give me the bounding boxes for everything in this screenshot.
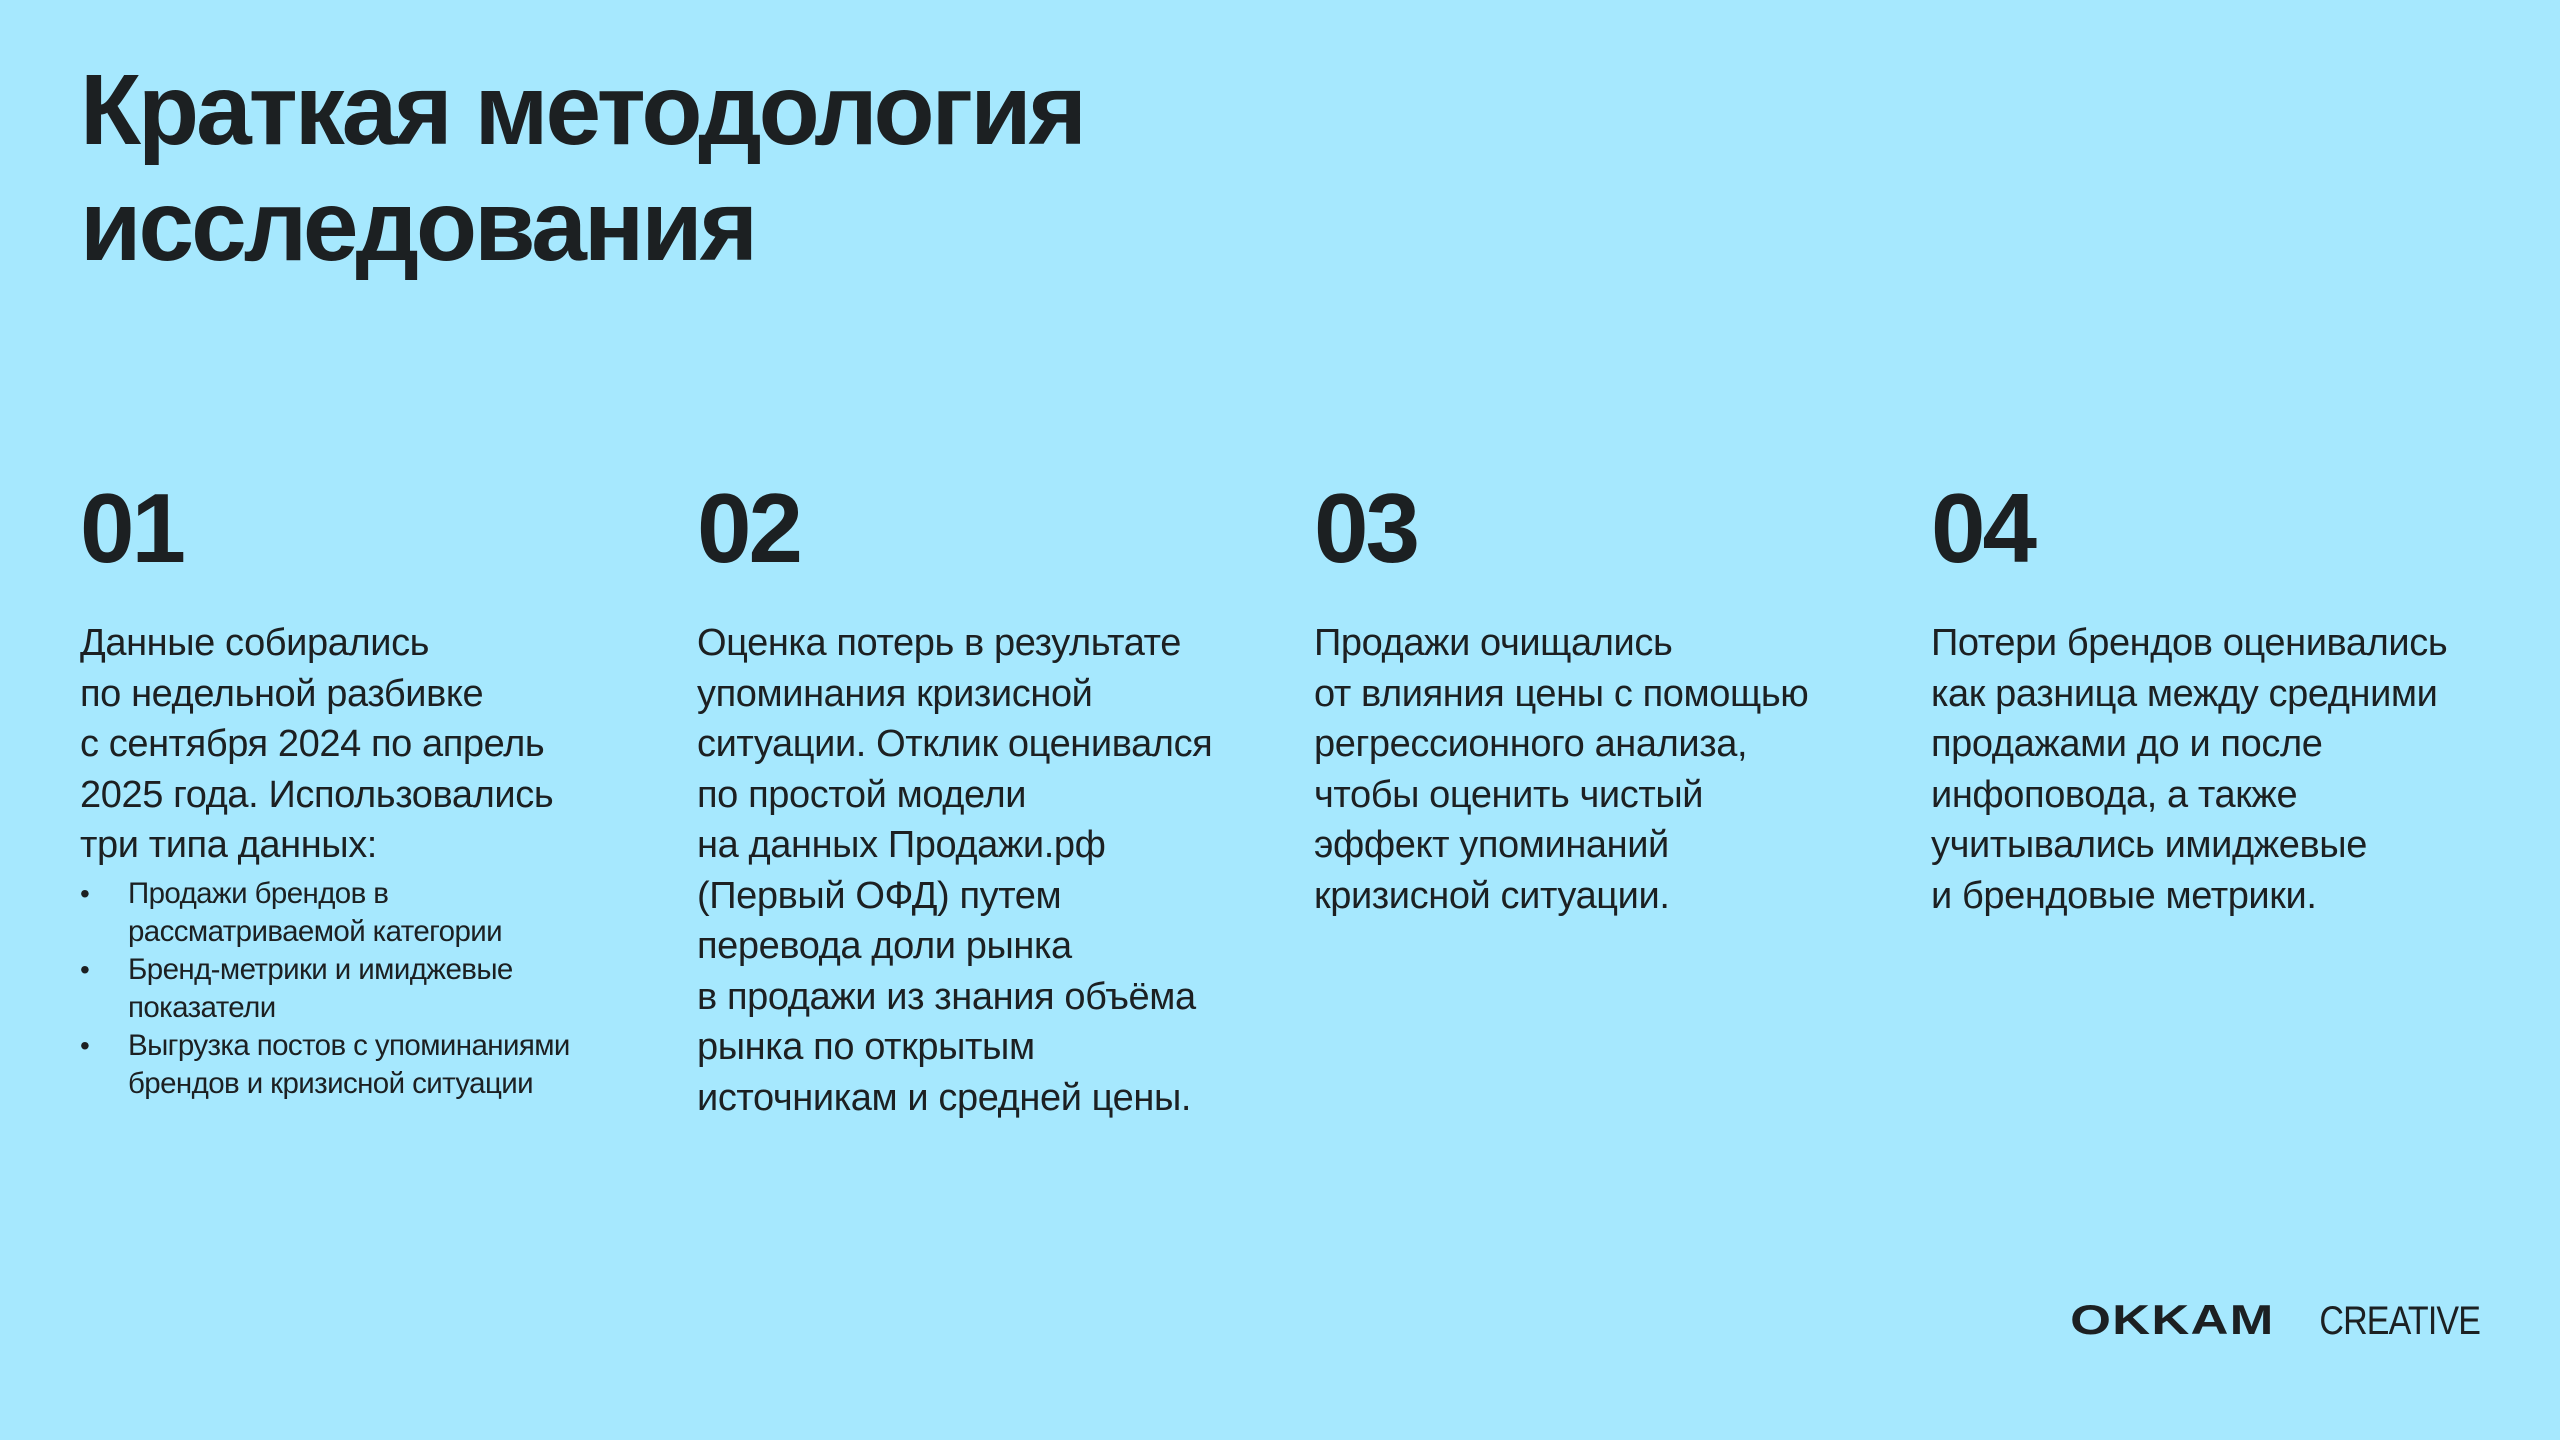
step-text-line: Данные собирались <box>80 622 430 664</box>
step-text-line: три типа данных: <box>80 824 377 866</box>
page-title <box>80 52 1084 284</box>
bullet-icon: • <box>80 953 90 985</box>
step-description <box>1931 618 2511 921</box>
list-item <box>80 1027 660 1103</box>
step-text-line: с сентября 2024 по апрель <box>80 723 545 765</box>
step-description <box>1314 618 1894 921</box>
step-text-line: упоминания кризисной <box>697 672 1093 715</box>
list-item <box>80 951 660 1027</box>
method-step-02 <box>697 473 1277 1119</box>
step-text-line: 2025 года. Использовались <box>80 773 554 816</box>
list-item-line: рассматриваемой категории <box>128 914 503 948</box>
method-step-01 <box>80 473 660 1100</box>
page-title-line: исследования <box>80 170 756 282</box>
step-text-line: по недельной разбивке <box>80 672 484 715</box>
list-item <box>80 875 660 951</box>
step-text-line: рынка по открытым <box>697 1026 1035 1068</box>
step-number: 01 <box>80 473 184 583</box>
list-item-line: Бренд-метрики и имиджевые <box>128 952 513 986</box>
list-item-line: Продажи брендов в <box>128 876 389 910</box>
list-item-line: Выгрузка постов с упоминаниями <box>128 1028 570 1062</box>
step-number: 02 <box>697 473 801 583</box>
step-number: 04 <box>1931 473 2035 583</box>
method-step-03 <box>1314 473 1894 917</box>
step-text-line: как разница между средними <box>1931 672 2438 715</box>
method-step-04 <box>1931 473 2511 917</box>
step-number: 03 <box>1314 473 1418 583</box>
step-text-line: (Первый ОФД) путем <box>697 874 1062 917</box>
step-text-line: Оценка потерь в результате <box>697 622 1181 664</box>
logo-wordmark: OKKAM <box>2070 1296 2275 1343</box>
step-text-line: от влияния цены с помощью <box>1314 672 1809 715</box>
step-description <box>80 618 660 1103</box>
step-text-line: источникам и средней цены. <box>697 1076 1192 1119</box>
step-text-line: в продажи из знания объёма <box>697 975 1196 1018</box>
bullet-icon: • <box>80 1029 90 1061</box>
step-text-line: учитывались имиджевые <box>1931 824 2367 866</box>
data-types-list <box>80 875 660 1103</box>
step-text-line: Продажи очищались <box>1314 622 1673 664</box>
list-item-line: брендов и кризисной ситуации <box>128 1066 534 1100</box>
step-text-line: Потери брендов оценивались <box>1931 622 2448 664</box>
step-text-line: чтобы оценить чистый <box>1314 773 1704 816</box>
brand-logo <box>2070 1296 2480 1344</box>
page-title-line: Краткая методология <box>80 54 1085 166</box>
step-text-line: регрессионного анализа, <box>1314 723 1748 765</box>
list-item-line: показатели <box>128 990 276 1024</box>
step-text-line: инфоповода, а также <box>1931 773 2298 816</box>
step-text-line: кризисной ситуации. <box>1314 874 1670 917</box>
step-text-line: продажами до и после <box>1931 723 2323 765</box>
bullet-icon: • <box>80 877 90 909</box>
step-text-line: на данных Продажи.рф <box>697 824 1106 866</box>
step-text-line: и брендовые метрики. <box>1931 874 2317 917</box>
step-text-line: перевода доли рынка <box>697 925 1072 967</box>
step-description <box>697 618 1277 1123</box>
logo-subtitle: CREATIVE <box>2319 1299 2480 1343</box>
step-text-line: эффект упоминаний <box>1314 824 1669 866</box>
step-text-line: по простой модели <box>697 773 1027 816</box>
step-text-line: ситуации. Отклик оценивался <box>697 723 1213 765</box>
